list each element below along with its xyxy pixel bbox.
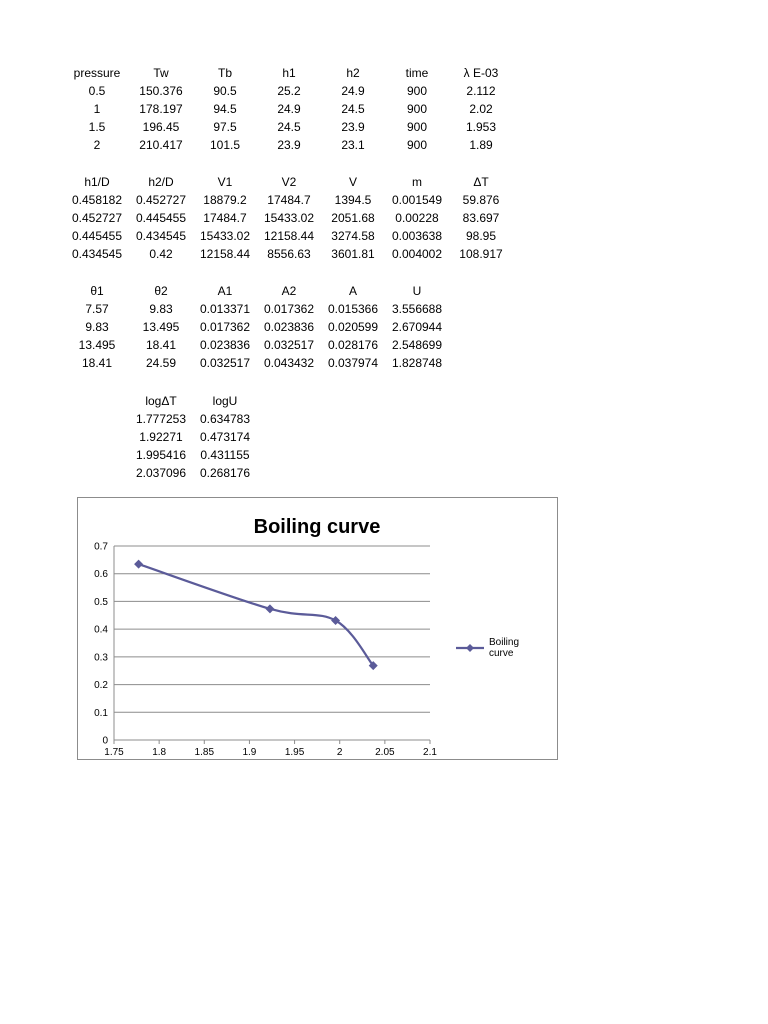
table2-cell: 0.001549 [391, 193, 443, 207]
table3-cell: 13.495 [78, 338, 116, 352]
table1-cell: 2 [93, 138, 101, 152]
chart-grid [114, 546, 430, 744]
table3-header: A2 [281, 284, 297, 298]
table3-header: A1 [217, 284, 233, 298]
table1-cell: 94.5 [213, 102, 237, 116]
table4-cell: 1.777253 [135, 412, 187, 426]
table3-cell: 0.017362 [199, 320, 251, 334]
table1-cell: 23.1 [341, 138, 365, 152]
table2-header: m [412, 175, 422, 189]
table4-header: logΔT [145, 394, 177, 408]
table2-cell: 0.445455 [71, 229, 123, 243]
series-line [139, 564, 374, 666]
table3-cell: 18.41 [145, 338, 177, 352]
table2-cell: 0.003638 [391, 229, 443, 243]
table4-cell: 0.268176 [199, 466, 251, 480]
table2-header: V2 [281, 175, 297, 189]
table1-cell: 900 [406, 84, 428, 98]
table3-cell: 0.015366 [327, 302, 379, 316]
table1-cell: 23.9 [277, 138, 301, 152]
table1-cell: 900 [406, 120, 428, 134]
table3-header: θ2 [154, 284, 168, 298]
chart-title: Boiling curve [253, 516, 381, 538]
table3-cell: 0.032517 [263, 338, 315, 352]
table2-header: ΔT [473, 175, 489, 189]
table4-cell: 0.473174 [199, 430, 251, 444]
table3-cell: 9.83 [85, 320, 109, 334]
table2-cell: 0.452727 [71, 211, 123, 225]
table3-cell: 3.556688 [391, 302, 443, 316]
table4-cell: 0.431155 [200, 448, 250, 462]
table3-cell: 0.032517 [199, 356, 251, 370]
x-axis-tick-labels [104, 747, 437, 758]
table2-header: h2/D [148, 175, 174, 189]
table4-header: logU [212, 394, 238, 408]
table1-cell: 900 [406, 102, 428, 116]
table2-cell: 0.42 [149, 247, 173, 261]
y-tick-label: 0.2 [94, 680, 108, 692]
table1-cell: 150.376 [139, 84, 183, 98]
data-point-marker [134, 560, 143, 569]
chart-legend [456, 637, 519, 659]
table1-header: h2 [346, 66, 360, 80]
table4-cell: 1.995416 [135, 448, 187, 462]
y-axis-tick-labels [94, 542, 108, 747]
table2-header: h1/D [84, 175, 110, 189]
table4-cell: 0.634783 [199, 412, 251, 426]
x-tick-label: 2.05 [375, 747, 395, 758]
table2-cell: 98.95 [465, 229, 497, 243]
y-tick-label: 0.1 [94, 707, 108, 719]
table1-cell: 210.417 [139, 138, 183, 152]
table1-cell: 1 [93, 102, 101, 116]
table1-cell: 2.02 [469, 102, 493, 116]
x-tick-label: 1.8 [152, 747, 167, 758]
table3-cell: 24.59 [145, 356, 177, 370]
table4-cell: 2.037096 [135, 466, 187, 480]
table2-cell: 3601.81 [331, 247, 375, 261]
table2-cell: 17484.7 [267, 193, 311, 207]
table1-cell: 178.197 [139, 102, 183, 116]
table1-cell: 1.953 [465, 120, 497, 134]
table1-cell: 24.9 [341, 84, 365, 98]
table2-cell: 15433.02 [263, 211, 315, 225]
x-tick-label: 2 [336, 747, 343, 758]
y-tick-label: 0 [102, 735, 108, 747]
table1-header: h1 [282, 66, 296, 80]
table3-header: θ1 [90, 284, 104, 298]
chart-svg [78, 498, 559, 761]
table1-cell: 196.45 [142, 120, 180, 134]
table2-cell: 0.445455 [135, 211, 187, 225]
x-tick-label: 1.85 [194, 747, 215, 758]
table2-cell: 83.697 [462, 211, 500, 225]
table2-cell: 0.00228 [395, 211, 439, 225]
table2-cell: 1394.5 [334, 193, 372, 207]
table1-cell: 0.5 [88, 84, 106, 98]
table1-cell: 90.5 [213, 84, 237, 98]
table2-cell: 12158.44 [263, 229, 315, 243]
table2-cell: 18879.2 [203, 193, 247, 207]
y-tick-label: 0.5 [94, 596, 108, 608]
table1-cell: 24.5 [341, 102, 365, 116]
table1-cell: 25.2 [277, 84, 301, 98]
boiling-curve-chart [77, 497, 558, 760]
legend-label: curve [489, 648, 514, 659]
y-tick-label: 0.7 [94, 541, 108, 553]
table2-cell: 0.434545 [135, 229, 187, 243]
table2-header: V [348, 175, 357, 189]
table1-header: Tb [217, 66, 232, 80]
y-tick-label: 0.4 [94, 624, 108, 636]
table2-cell: 0.004002 [391, 247, 443, 261]
table3-cell: 0.023836 [199, 338, 251, 352]
x-tick-label: 1.9 [242, 747, 257, 758]
table2-cell: 59.876 [462, 193, 500, 207]
table2-header: V1 [217, 175, 233, 189]
table3-cell: 0.043432 [263, 356, 315, 370]
table2-cell: 2051.68 [331, 211, 375, 225]
legend-marker [466, 644, 474, 652]
table3-cell: 0.037974 [327, 356, 379, 370]
table2-cell: 12158.44 [199, 247, 251, 261]
table2-cell: 17484.7 [203, 211, 247, 225]
table4-cell: 1.92271 [139, 430, 183, 444]
table3-cell: 18.41 [81, 356, 113, 370]
table2-cell: 0.458182 [71, 193, 123, 207]
table1-header: λ E-03 [463, 66, 499, 80]
table3-cell: 0.017362 [263, 302, 315, 316]
table1-cell: 900 [406, 138, 428, 152]
table3-cell: 13.495 [142, 320, 180, 334]
table3-cell: 2.548699 [391, 338, 443, 352]
x-tick-label: 1.95 [284, 747, 305, 758]
table3-cell: 0.028176 [327, 338, 379, 352]
table1-cell: 1.5 [88, 120, 106, 134]
series-layer [134, 560, 378, 671]
table1-cell: 23.9 [341, 120, 365, 134]
table2-cell: 108.917 [459, 247, 503, 261]
table3-cell: 0.013371 [199, 302, 251, 316]
legend-label: Boiling [489, 637, 520, 648]
y-tick-label: 0.3 [94, 652, 108, 664]
table1-cell: 101.5 [209, 138, 241, 152]
table3-cell: 7.57 [85, 302, 109, 316]
table3-header: A [348, 284, 357, 298]
table2-cell: 0.452727 [135, 193, 187, 207]
table2-cell: 8556.63 [267, 247, 311, 261]
table3-header: U [412, 284, 422, 298]
table1-cell: 24.9 [277, 102, 301, 116]
table3-cell: 9.83 [149, 302, 173, 316]
table1-cell: 2.112 [466, 84, 496, 98]
table1-header: Tw [153, 66, 169, 80]
table3-cell: 2.670944 [391, 320, 443, 334]
table1-cell: 97.5 [213, 120, 237, 134]
table2-cell: 0.434545 [71, 247, 123, 261]
table1-header: pressure [73, 66, 121, 80]
table2-cell: 15433.02 [199, 229, 251, 243]
table1-cell: 24.5 [277, 120, 301, 134]
table1-header: time [405, 66, 429, 80]
data-point-marker [265, 604, 274, 613]
table2-cell: 3274.58 [331, 229, 375, 243]
x-tick-label: 1.75 [104, 747, 124, 758]
table3-cell: 0.020599 [327, 320, 379, 334]
x-tick-label: 2.1 [423, 747, 437, 758]
y-tick-label: 0.6 [94, 569, 108, 581]
table3-cell: 1.828748 [391, 356, 443, 370]
table3-cell: 0.023836 [263, 320, 315, 334]
table1-cell: 1.89 [469, 138, 493, 152]
